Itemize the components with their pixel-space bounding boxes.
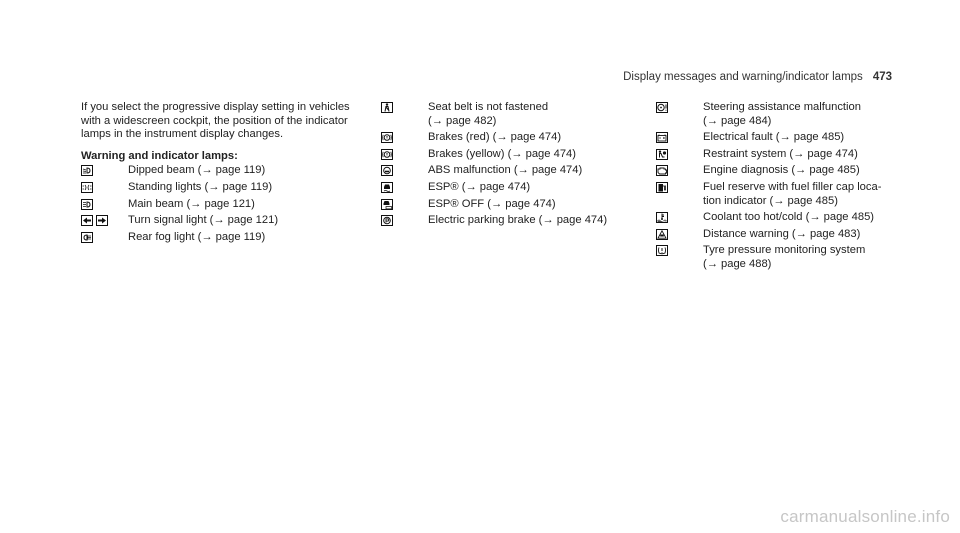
lamp-row bbox=[381, 198, 631, 212]
lamp-row bbox=[656, 148, 906, 162]
page-title: Display messages and warning/indicator lamps bbox=[623, 71, 863, 83]
lamp-text: Restraint system (→ page 474) bbox=[703, 147, 858, 160]
brakes-yellow-icon bbox=[381, 149, 393, 160]
lamp-row bbox=[81, 214, 351, 228]
dipped-beam-icon bbox=[81, 165, 93, 176]
lamp-row bbox=[656, 228, 906, 242]
lamp-row bbox=[656, 131, 906, 145]
column-middle bbox=[381, 101, 631, 231]
lamp-text: Coolant too hot/cold (→ page 485) bbox=[703, 211, 875, 224]
parking-brake-icon bbox=[381, 215, 393, 226]
intro-paragraph: If you select the progressive display setting in vehicles with a widescreen cockpit, the position of the indicator lamps in the instrument display changes. bbox=[81, 101, 350, 141]
lamp-row bbox=[656, 101, 906, 128]
lamp-text: Rear fog light (→ page 119) bbox=[128, 230, 266, 243]
restraint-system-icon bbox=[656, 149, 668, 160]
battery-icon bbox=[656, 132, 668, 143]
lamp-text: ESP® OFF (→ page 474) bbox=[428, 197, 556, 210]
lamp-text: ESP® (→ page 474) bbox=[428, 180, 531, 193]
lamp-row bbox=[656, 164, 906, 178]
lamp-row bbox=[81, 164, 351, 178]
seat-belt-icon bbox=[381, 102, 393, 113]
watermark: carmanualsonline.info bbox=[780, 507, 950, 526]
lamp-text: Standing lights (→ page 119) bbox=[128, 180, 273, 193]
lamp-row bbox=[381, 214, 631, 228]
lamp-row bbox=[656, 181, 906, 208]
main-beam-icon bbox=[81, 199, 93, 210]
turn-signal-right-icon bbox=[96, 215, 108, 226]
lamp-text: Distance warning (→ page 483) bbox=[703, 227, 861, 240]
brakes-red-icon bbox=[381, 132, 393, 143]
lamp-text: Steering assistance malfunction bbox=[703, 101, 861, 113]
lamp-text: Engine diagnosis (→ page 485) bbox=[703, 164, 860, 177]
standing-lights-icon bbox=[81, 182, 93, 193]
lamp-text: Brakes (red) (→ page 474) bbox=[428, 131, 562, 144]
lamp-row bbox=[381, 148, 631, 162]
lamp-text-ref: (→ page 488) bbox=[703, 257, 772, 270]
lamp-row bbox=[656, 211, 906, 225]
section-heading: Warning and indicator lamps: bbox=[81, 149, 238, 162]
lamp-text-ref: tion indicator (→ page 485) bbox=[703, 194, 838, 207]
lamp-row bbox=[381, 181, 631, 195]
engine-icon bbox=[656, 165, 668, 176]
rear-fog-light-icon bbox=[81, 232, 93, 243]
lamp-text: Turn signal light (→ page 121) bbox=[128, 214, 279, 227]
lamp-text: Electrical fault (→ page 485) bbox=[703, 131, 845, 144]
lamp-text: Dipped beam (→ page 119) bbox=[128, 164, 266, 177]
lamp-text-ref: (→ page 484) bbox=[703, 114, 772, 127]
lamp-row bbox=[81, 231, 351, 245]
lamp-text: Brakes (yellow) (→ page 474) bbox=[428, 147, 576, 160]
page-number: 473 bbox=[872, 71, 892, 83]
distance-warning-icon bbox=[656, 229, 668, 240]
lamp-row bbox=[381, 101, 631, 128]
column-right bbox=[656, 101, 906, 275]
esp-icon bbox=[381, 182, 393, 193]
lamp-text: ABS malfunction (→ page 474) bbox=[428, 164, 583, 177]
lamp-text: Tyre pressure monitoring system bbox=[703, 244, 866, 257]
lamp-text: Seat belt is not fastened bbox=[428, 101, 549, 113]
lamp-text: Electric parking brake (→ page 474) bbox=[428, 214, 608, 227]
lamp-row bbox=[81, 181, 351, 195]
lamp-text-ref: (→ page 482) bbox=[428, 114, 497, 127]
abs-icon bbox=[381, 165, 393, 176]
lamp-row bbox=[81, 198, 351, 212]
lamp-row bbox=[381, 131, 631, 145]
lamp-row bbox=[381, 164, 631, 178]
lamp-row bbox=[656, 244, 906, 271]
tyre-pressure-icon bbox=[656, 245, 668, 256]
page-header bbox=[623, 71, 892, 83]
fuel-icon bbox=[656, 182, 668, 193]
lamp-text: Fuel reserve with fuel filler cap loca- bbox=[703, 180, 882, 193]
steering-icon bbox=[656, 102, 668, 113]
coolant-icon bbox=[656, 212, 668, 223]
esp-off-icon bbox=[381, 199, 393, 210]
turn-signal-left-icon bbox=[81, 215, 93, 226]
lamp-text: Main beam (→ page 121) bbox=[128, 197, 255, 210]
column-left bbox=[81, 101, 351, 247]
